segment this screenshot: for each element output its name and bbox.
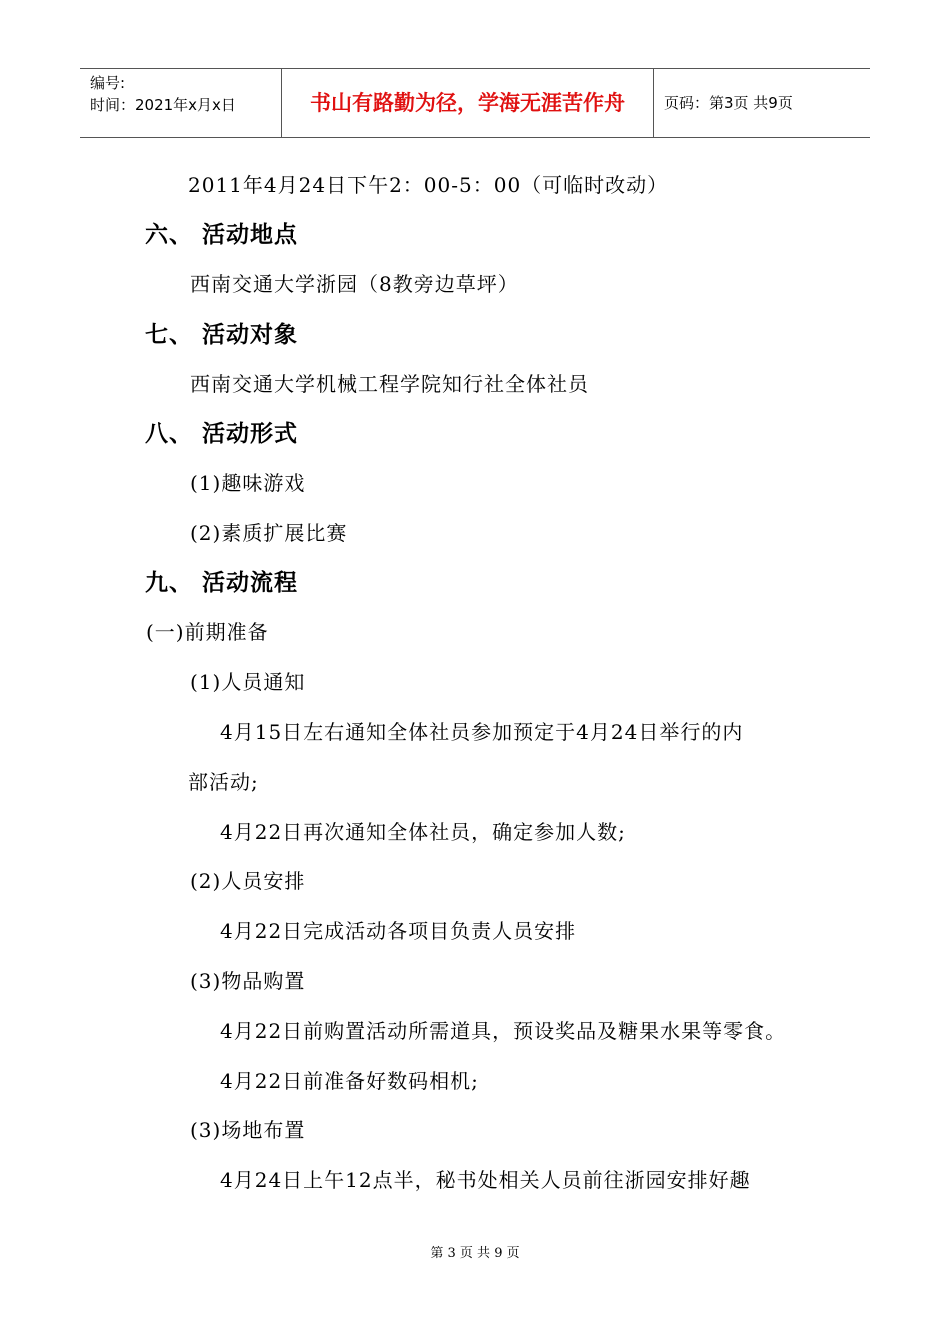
step-venue: (3)场地布置 (190, 1118, 306, 1142)
section-heading-location: 六、 活动地点 (145, 222, 299, 248)
location-text: 西南交通大学浙园（8教旁边草坪） (190, 272, 519, 296)
step-staffing: (2)人员安排 (190, 869, 306, 893)
step-venue-detail: 4月24日上午12点半，秘书处相关人员前往浙园安排好趣 (220, 1168, 751, 1192)
step-notify-detail-1-cont: 部活动; (188, 770, 259, 794)
section-heading-form: 八、 活动形式 (145, 421, 299, 447)
section-heading-audience: 七、 活动对象 (145, 322, 299, 348)
time-label: 时间：2021年x月x日 (90, 96, 236, 114)
time-line: 2011年4月24日下午2：00-5：00（可临时改动） (188, 173, 669, 197)
page-header (80, 68, 870, 138)
header-motto: 书山有路勤为径，学海无涯苦作舟 (282, 69, 654, 137)
form-item-1: (1)趣味游戏 (190, 471, 306, 495)
step-purchase-detail-2: 4月22日前准备好数码相机; (220, 1069, 479, 1093)
header-page-info: 页码：第3页 共9页 (664, 94, 793, 112)
step-notify-detail-2: 4月22日再次通知全体社员，确定参加人数; (220, 820, 626, 844)
audience-text: 西南交通大学机械工程学院知行社全体社员 (190, 372, 589, 396)
form-item-2: (2)素质扩展比赛 (190, 521, 348, 545)
step-staffing-detail: 4月22日完成活动各项目负责人员安排 (220, 919, 577, 943)
step-notify-detail-1: 4月15日左右通知全体社员参加预定于4月24日举行的内 (220, 720, 744, 744)
page-footer: 第 3 页 共 9 页 (430, 1246, 520, 1261)
number-label: 编号: (90, 74, 126, 92)
section-heading-process: 九、 活动流程 (145, 570, 299, 596)
step-purchase-detail-1: 4月22日前购置活动所需道具，预设奖品及糖果水果等零食。 (220, 1019, 787, 1043)
header-meta (80, 69, 282, 137)
step-purchase: (3)物品购置 (190, 969, 306, 993)
step-notify: (1)人员通知 (190, 670, 306, 694)
stage-heading-prep: (一)前期准备 (146, 620, 269, 644)
